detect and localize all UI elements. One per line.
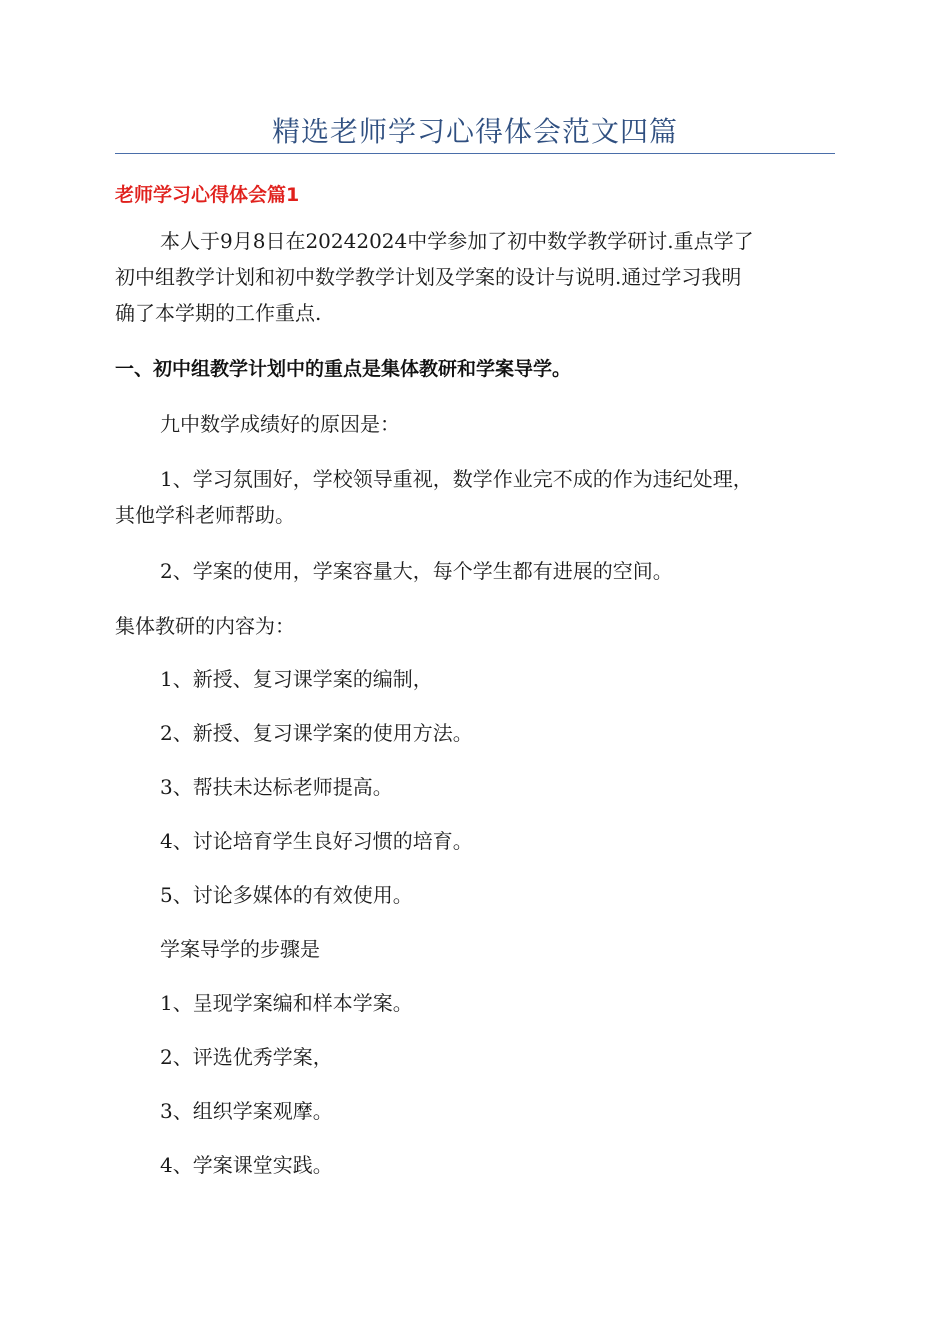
point-heading: 一、初中组教学计划中的重点是集体教研和学案导学。 xyxy=(115,358,572,380)
list-item: 2、评选优秀学案， xyxy=(160,1045,333,1069)
list-item: 5、讨论多媒体的有效使用。 xyxy=(160,883,413,907)
document-title: 精选老师学习心得体会范文四篇 xyxy=(271,115,678,148)
paragraph-line: 集体教研的内容为： xyxy=(115,614,295,638)
title-underline xyxy=(115,153,835,154)
list-item: 1、呈现学案编和样本学案。 xyxy=(160,991,413,1015)
list-item: 4、学案课堂实践。 xyxy=(160,1153,333,1177)
list-item: 2、新授、复习课学案的使用方法。 xyxy=(160,721,473,745)
list-item-continuation: 其他学科老师帮助。 xyxy=(115,503,295,527)
list-item: 4、讨论培育学生良好习惯的培育。 xyxy=(160,829,473,853)
list-item: 3、帮扶未达标老师提高。 xyxy=(160,775,393,799)
paragraph-line: 确了本学期的工作重点. xyxy=(115,301,322,325)
paragraph-line: 九中数学成绩好的原因是： xyxy=(160,412,400,436)
list-item: 2、学案的使用，学案容量大，每个学生都有进展的空间。 xyxy=(160,559,673,583)
paragraph-line: 学案导学的步骤是 xyxy=(160,937,320,961)
paragraph-line: 本人于9月8日在20242024中学参加了初中数学教学研讨.重点学了 xyxy=(160,229,754,253)
section-heading: 老师学习心得体会篇1 xyxy=(115,184,300,206)
paragraph-line: 初中组教学计划和初中数学教学计划及学案的设计与说明.通过学习我明 xyxy=(115,265,742,289)
list-item: 1、学习氛围好，学校领导重视，数学作业完不成的作为违纪处理， xyxy=(160,467,753,491)
list-item: 3、组织学案观摩。 xyxy=(160,1099,333,1123)
list-item: 1、新授、复习课学案的编制， xyxy=(160,667,433,691)
